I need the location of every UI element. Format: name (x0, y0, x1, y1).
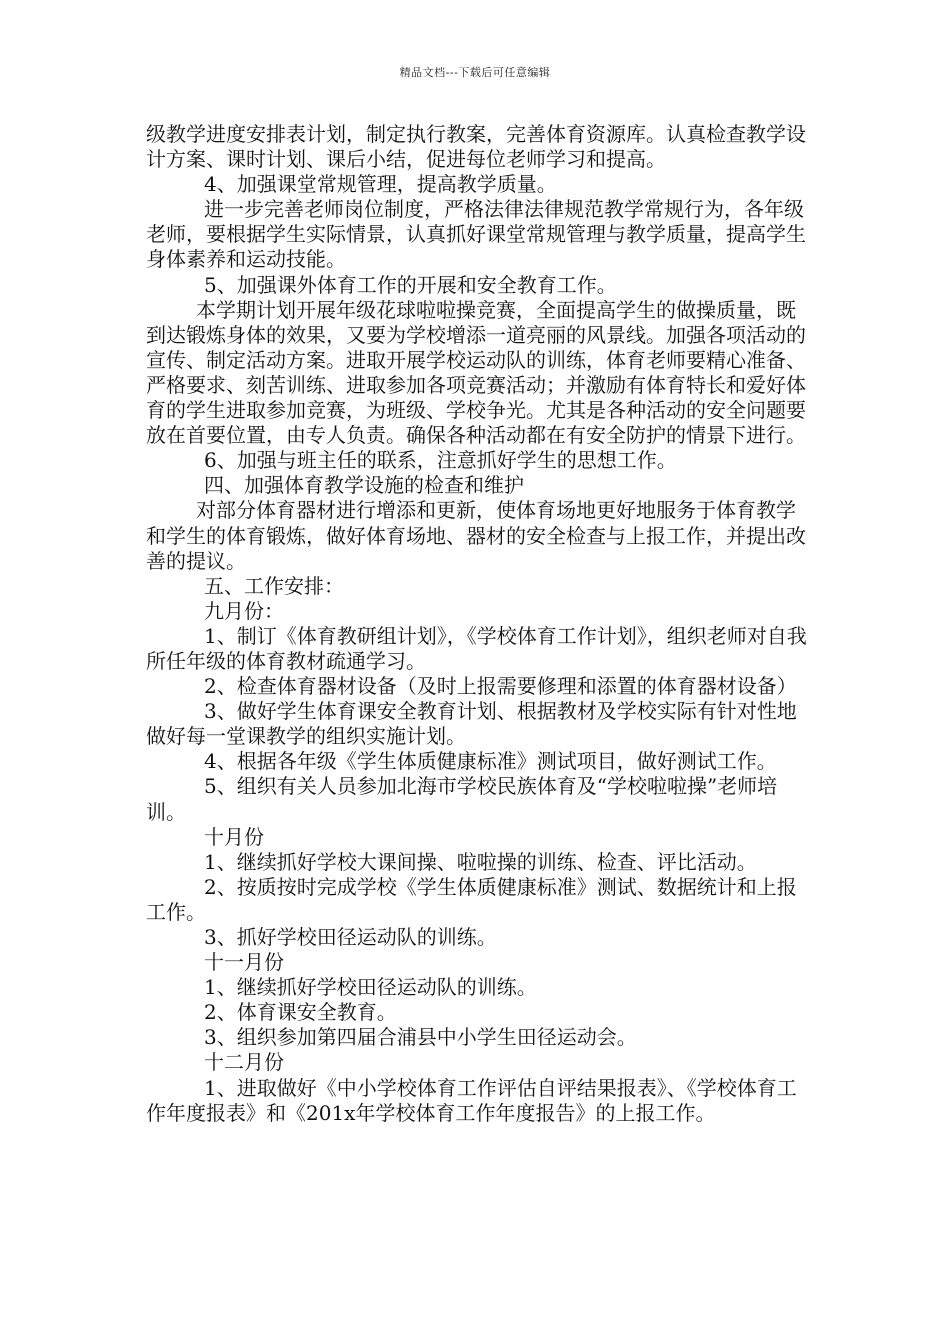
paragraph: 对部分体育器材进行增添和更新，使体育场地更好地服务于体育教学和学生的体育锻炼，做好体育场地、器材的安全检查与上报工作，并提出改善的提议。 (146, 498, 806, 573)
list-item: 1、继续抓好学校田径运动队的训练。 (204, 975, 537, 1000)
list-item: 3、抓好学校田径运动队的训练。 (204, 925, 497, 949)
month-heading: 十月份 (204, 824, 264, 849)
paragraph: 4、加强课堂常规管理，提高教学质量。 (204, 172, 557, 197)
month-heading: 九月份： (204, 598, 284, 623)
paragraph: 进一步完善老师岗位制度，严格法律法律规范教学常规行为，各年级老师，要根据学生实际情景，认真抓好课堂常规管理与教学质量，提高学生身体素养和运动技能。 (146, 197, 806, 272)
month-heading: 十二月份 (204, 1050, 284, 1075)
list-item: 5、组织有关人员参加北海市学校民族体育及“学校啦啦操”老师培训。 (146, 774, 778, 824)
list-item: 4、根据各年级《学生体质健康标准》测试项目，做好测试工作。 (204, 749, 777, 774)
list-item: 1、制订《体育教研组计划》，《学校体育工作计划》，组织老师对自我所任年级的体育教材疏通学习。 (146, 623, 807, 673)
list-item: 2、体育课安全教育。 (204, 1000, 397, 1025)
paragraph: 6、加强与班主任的联系，注意抓好学生的思想工作。 (204, 448, 677, 473)
paragraph: 级教学进度安排表计划，制定执行教案，完善体育资源库。认真检查教学设计方案、课时计划、课后小结，促进每位老师学习和提高。 (146, 122, 806, 172)
list-item: 2、检查体育器材设备（及时上报需要修理和添置的体育器材设备） (204, 674, 797, 699)
section-heading: 四、加强体育教学设施的检查和维护 (204, 473, 524, 498)
list-item: 3、组织参加第四届合浦县中小学生田径运动会。 (204, 1025, 637, 1050)
list-item: 3、做好学生体育课安全教育计划、根据教材及学校实际有针对性地做好每一堂课教学的组织实施计划。 (146, 699, 797, 749)
month-heading: 十一月份 (204, 950, 284, 975)
list-item: 1、进取做好《中小学校体育工作评估自评结果报表》、《学校体育工作年度报表》和《201x年学校体育工作年度报告》的上报工作。 (146, 1075, 797, 1125)
list-item: 2、按质按时完成学校《学生体质健康标准》测试、数据统计和上报工作。 (146, 874, 797, 924)
list-item: 1、继续抓好学校大课间操、啦啦操的训练、检查、评比活动。 (204, 849, 757, 874)
section-heading: 五、工作安排： (204, 573, 344, 598)
paragraph: 5、加强课外体育工作的开展和安全教育工作。 (204, 272, 617, 297)
page-header: 精品文档---下载后可任意编辑 (399, 66, 551, 79)
paragraph: 本学期计划开展年级花球啦啦操竞赛，全面提高学生的做操质量，既到达锻炼身体的效果，又要为学校增添一道亮丽的风景线。加强各项活动的宣传、制定活动方案。进取开展学校运动队的训练，体育老师要精心准备、严格要求、刻苦训练、进取参加各项竞赛活动；并激励有体育特长和爱好体育的学生进取参加竞赛，为班级、学校争光。尤其是各种活动的安全问题要放在首要位置，由专人负责。确保各种活动都在有安全防护的情景下进行。 (146, 297, 806, 448)
document-body (146, 122, 810, 1126)
